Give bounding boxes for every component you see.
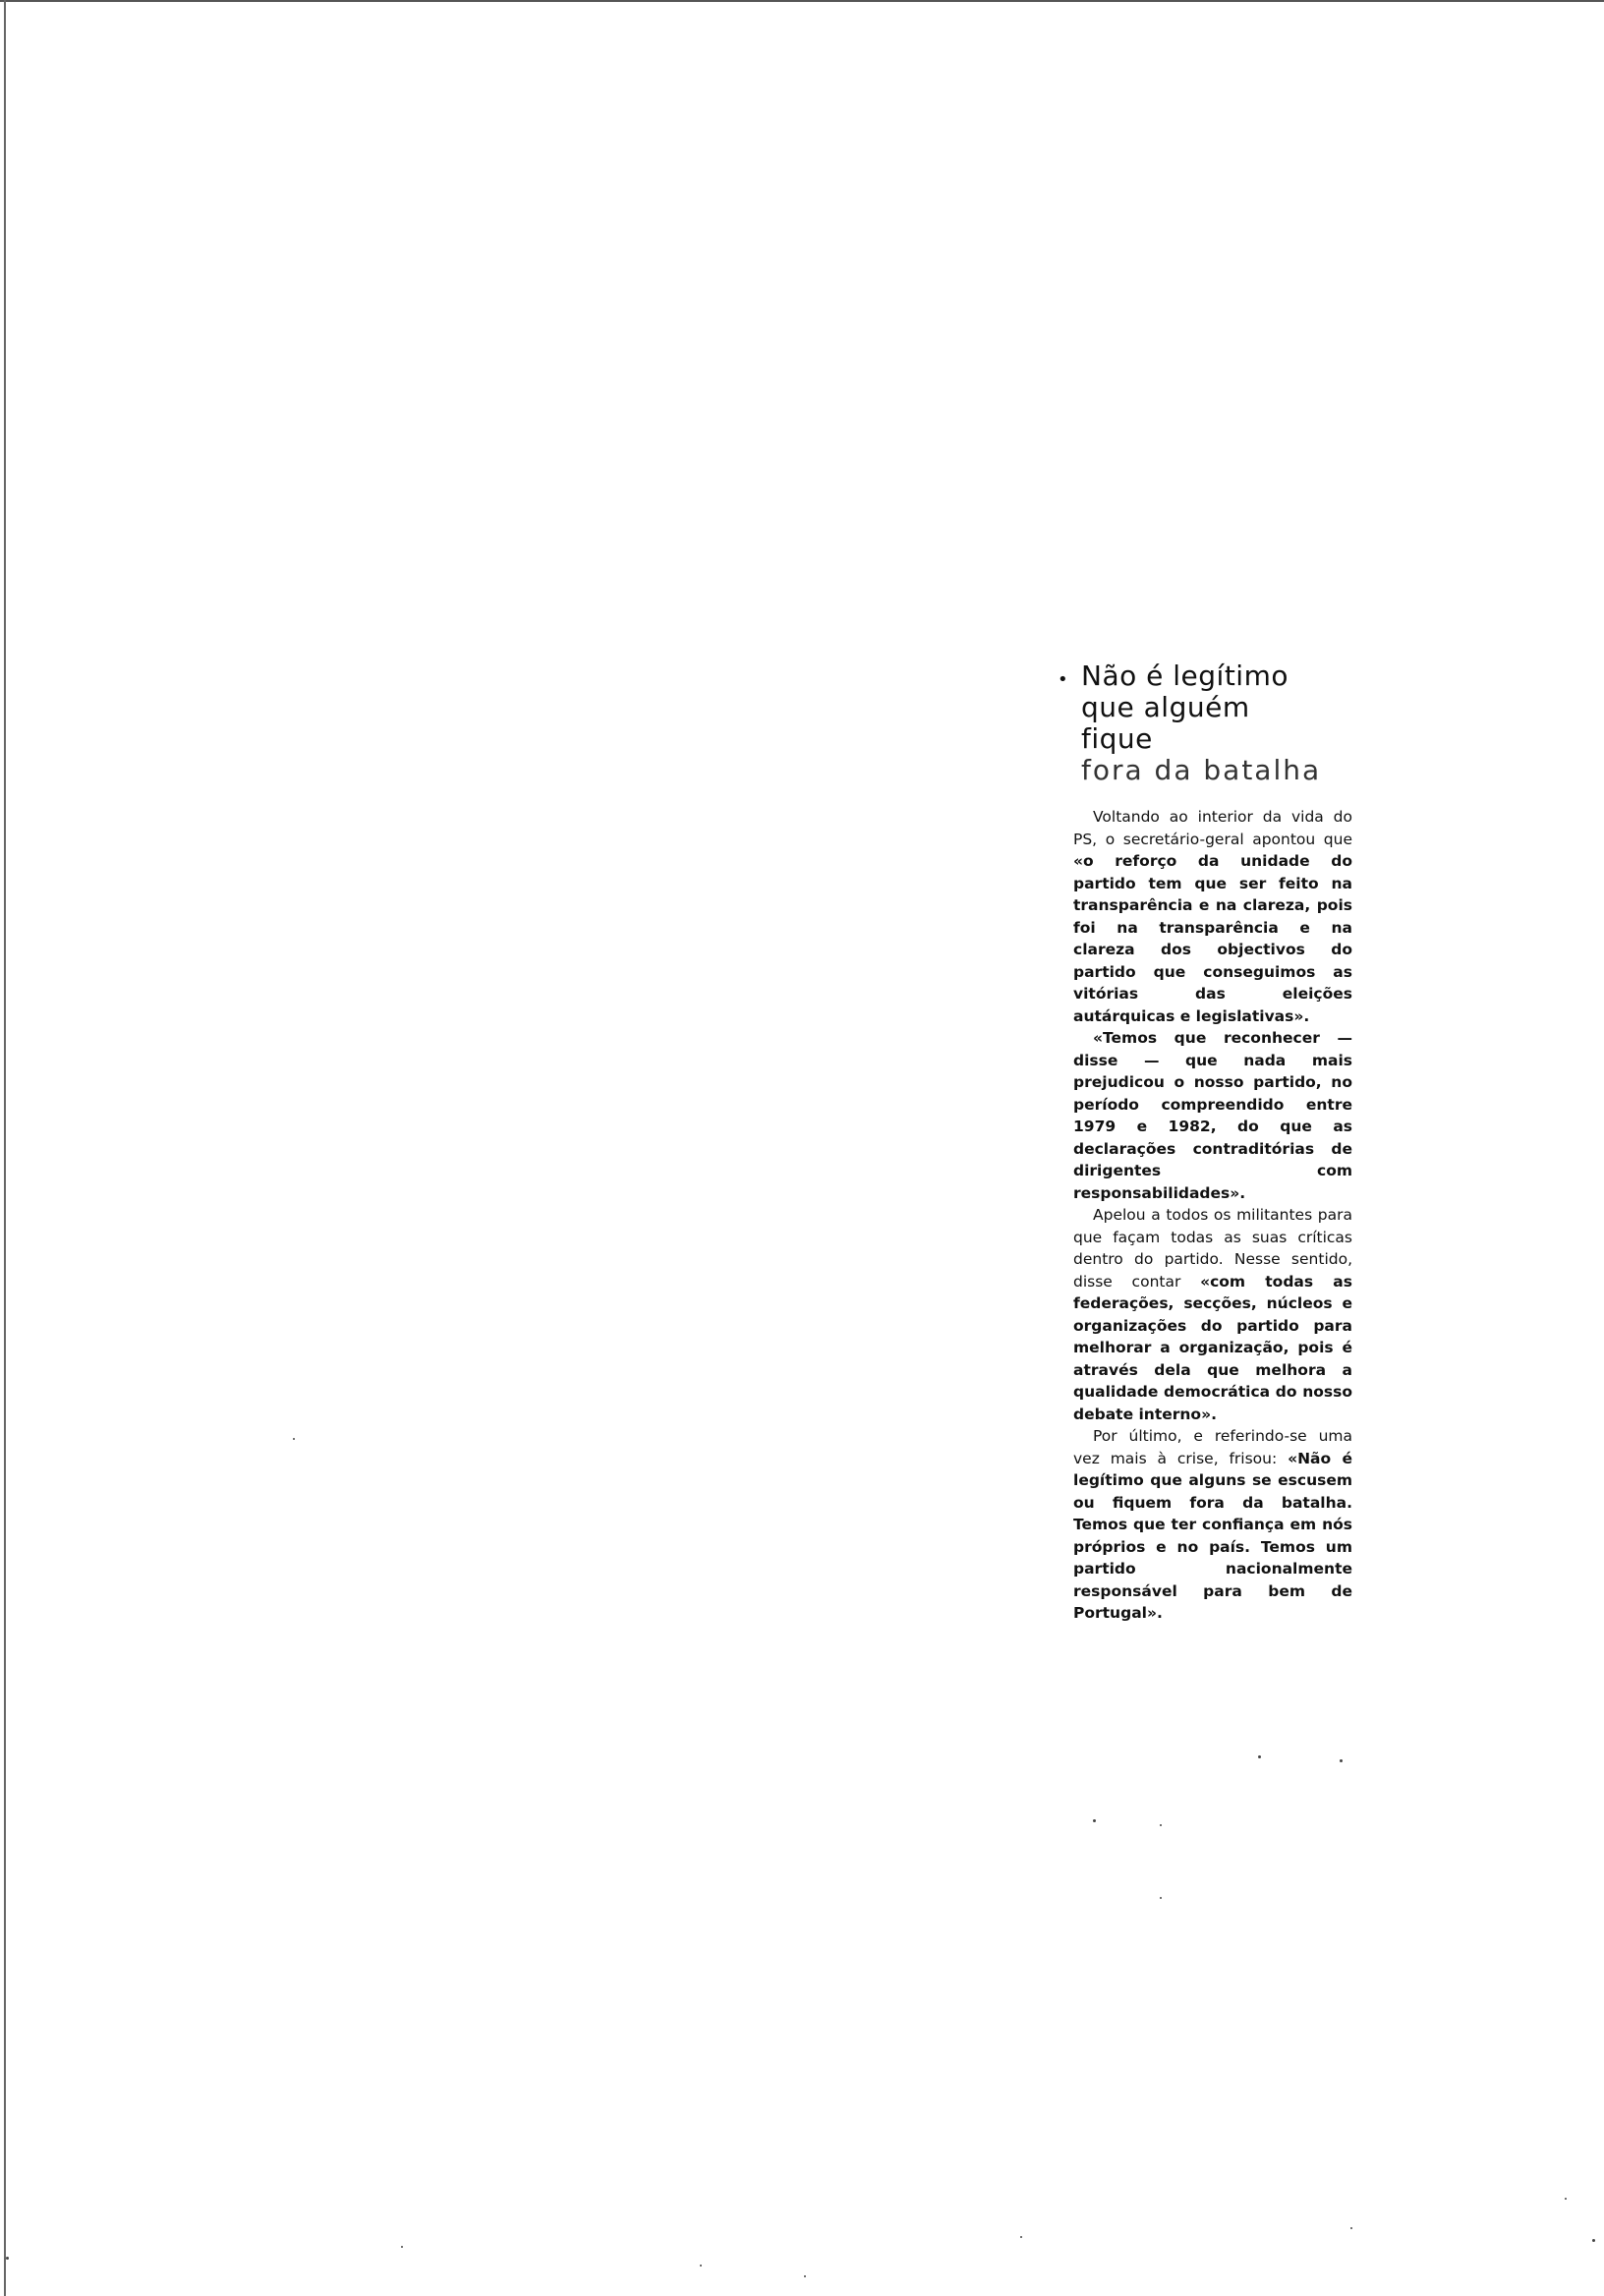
headline-line-1: Não é legítimo: [1081, 660, 1289, 692]
scan-speck: [6, 2257, 9, 2260]
scan-speck: [804, 2275, 806, 2277]
scan-speck: [1565, 2198, 1567, 2200]
headline-line-2: que alguém: [1081, 691, 1250, 723]
scan-speck: [1020, 2236, 1022, 2238]
article-paragraph: [1073, 1425, 1352, 1625]
bullet-icon: •: [1058, 669, 1069, 690]
scan-speck: [293, 1438, 295, 1440]
article-body: [1058, 806, 1352, 1625]
page-border-top: [0, 0, 1604, 2]
scan-speck: [1160, 1824, 1162, 1826]
article-paragraph: [1073, 1204, 1352, 1425]
headline-line-4: fora da batalha: [1081, 754, 1322, 786]
scan-speck: [1350, 2227, 1352, 2229]
newspaper-clipping: [1058, 660, 1352, 1625]
scan-speck: [1592, 2239, 1595, 2242]
scan-speck: [1160, 1897, 1162, 1899]
paragraph-lead-text: Apelou a todos os militantes para que façam todas as suas críticas dentro do partido. Nesse sentido, disse contar: [1073, 1206, 1352, 1291]
paragraph-quote-text: «Não é legítimo que alguns se escusem ou fiquem fora da batalha. Temos que ter confiança em nós próprios e no país. Temos um partido nacionalmente responsável para bem de Portugal».: [1073, 1449, 1352, 1622]
scan-speck: [1340, 1759, 1343, 1762]
paragraph-quote-text: «com todas as federações, secções, núcleos e organizações do partido para melhorar a organização, pois é através dela que melhora a qualidade democrática do nosso debate interno».: [1073, 1272, 1352, 1423]
article-paragraph: [1073, 1027, 1352, 1204]
article-paragraph: [1073, 806, 1352, 1027]
paragraph-quote-text: «o reforço da unidade do partido tem que ser feito na transparência e na clareza, pois foi na transparência e na clareza dos objectivos do partido que conseguimos as vitórias das eleições autárquicas e legislativas».: [1073, 852, 1352, 1025]
scan-speck: [700, 2265, 702, 2267]
paragraph-lead-text: Por último, e referindo-se uma vez mais à crise, frisou:: [1073, 1427, 1352, 1467]
paragraph-quote-text: «Temos que reconhecer — disse — que nada mais prejudicou o nosso partido, no período compreendido entre 1979 e 1982, do que as declarações contraditórias de dirigentes com responsabilidades».: [1073, 1029, 1352, 1202]
scan-speck: [1093, 1819, 1096, 1822]
article-headline: [1058, 660, 1352, 786]
scan-speck: [1258, 1755, 1261, 1758]
scan-speck: [401, 2246, 403, 2248]
page-border-left: [4, 0, 6, 2296]
headline-line-3: fique: [1081, 722, 1153, 755]
paragraph-lead-text: Voltando ao interior da vida do PS, o secretário-geral apontou que: [1073, 808, 1352, 848]
